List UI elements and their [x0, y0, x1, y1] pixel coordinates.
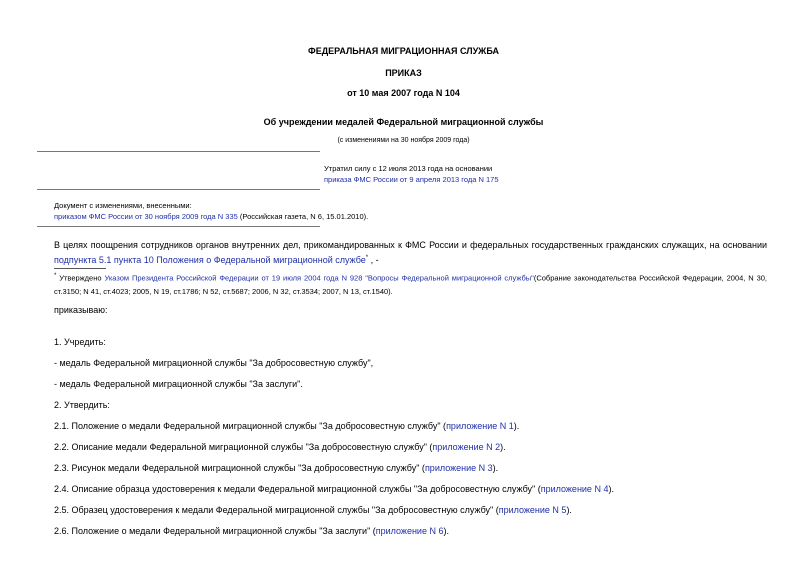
status-link[interactable]: приказа ФМС России от 9 апреля 2013 года N 175 — [324, 175, 499, 184]
footnote-marker-ref: * — [54, 273, 57, 279]
changes-label: Документ с изменениями, внесенными: — [54, 201, 192, 210]
appendix-link-5[interactable]: приложение N 5 — [498, 505, 567, 515]
item2-heading: 2. Утвердить: — [54, 400, 110, 410]
subitem-text: 2.2. Описание медали Федеральной миграционной службы "За добросовестную службу" ( — [54, 442, 433, 452]
preamble-tail: , - — [368, 255, 379, 265]
item1-bullet-1: - медаль Федеральной миграционной службы "За добросовестную службу", — [54, 358, 374, 368]
changes-note — [54, 200, 368, 222]
item1-bullet-2: - медаль Федеральной миграционной службы "За заслуги". — [54, 379, 303, 389]
divider — [37, 151, 320, 152]
appendix-link-2[interactable]: приложение N 2 — [432, 442, 501, 452]
document-date-number: от 10 мая 2007 года N 104 — [347, 88, 460, 98]
document-type: ПРИКАЗ — [385, 68, 422, 78]
item2-subitem — [54, 483, 614, 496]
footnote-marker: * — [365, 255, 369, 261]
appendix-link-1[interactable]: приложение N 1 — [446, 421, 514, 431]
subitem-tail: ). — [492, 463, 499, 473]
footnote-link[interactable]: Указом Президента Российской Федерации от 19 июля 2004 года N 928 "Вопросы Федеральной миграционной службы" — [104, 273, 534, 283]
subitem-text: 2.5. Образец удостоверения к медали Федеральной миграционной службы "За добросовестную службу" ( — [54, 505, 499, 515]
subitem-tail: ). — [513, 421, 520, 431]
item2-subitem — [54, 420, 519, 433]
status-note — [324, 163, 499, 185]
agency-name: ФЕДЕРАЛЬНАЯ МИГРАЦИОННАЯ СЛУЖБА — [308, 46, 499, 56]
item2-subitem — [54, 462, 498, 475]
subitem-text: 2.6. Положение о медали Федеральной миграционной службы "За заслуги" ( — [54, 526, 376, 536]
footnote-text: (Собрание законодательства Российской Федерации, 2004, N 30, ст.3150; N 41, ст.4023; 2005, N 19, ст.1786; N 52, ст.5687; 2006, N 32, ст.3534; 2007, N 13, ст.1540). — [54, 273, 768, 296]
preamble-text: В целях поощрения сотрудников органов внутренних дел, прикомандированных к ФМС России и федеральных государственных гражданских служащих, на основании — [54, 240, 767, 250]
status-text: Утратил силу с 12 июля 2013 года на основании — [324, 164, 493, 173]
subitem-text: 2.1. Положение о медали Федеральной миграционной службы "За добросовестную службу" ( — [54, 421, 447, 431]
document-title: Об учреждении медалей Федеральной миграционной службы — [263, 117, 544, 127]
changes-source: (Российская газета, N 6, 15.01.2010). — [237, 212, 369, 221]
amendments-note: (с изменениями на 30 ноября 2009 года) — [337, 137, 470, 144]
divider — [37, 189, 320, 190]
item2-subitem — [54, 525, 449, 538]
item2-subitem — [54, 504, 572, 517]
subitem-text: 2.3. Рисунок медали Федеральной миграционной службы "За добросовестную службу" ( — [54, 463, 425, 473]
item1-heading: 1. Учредить: — [54, 337, 106, 347]
preamble-link[interactable]: подпункта 5.1 пункта 10 Положения о Федеральной миграционной службе — [54, 255, 366, 265]
subitem-text: 2.4. Описание образца удостоверения к медали Федеральной миграционной службы "За добросовестную службу" ( — [54, 484, 541, 494]
footnote-divider — [54, 268, 106, 269]
appendix-link-4[interactable]: приложение N 4 — [540, 484, 609, 494]
item2-subitem — [54, 441, 506, 454]
subitem-tail: ). — [443, 526, 449, 536]
preamble-paragraph — [54, 239, 767, 267]
order-word: приказываю: — [54, 305, 108, 315]
subitem-tail: ). — [566, 505, 572, 515]
divider — [37, 226, 320, 227]
appendix-link-6[interactable]: приложение N 6 — [375, 526, 444, 536]
appendix-link-3[interactable]: приложение N 3 — [424, 463, 493, 473]
changes-link[interactable]: приказом ФМС России от 30 ноября 2009 года N 335 — [54, 212, 238, 221]
footnote-lead: Утверждено — [56, 273, 105, 283]
footnote — [54, 270, 767, 298]
subitem-tail: ). — [500, 442, 506, 452]
subitem-tail: ). — [608, 484, 614, 494]
